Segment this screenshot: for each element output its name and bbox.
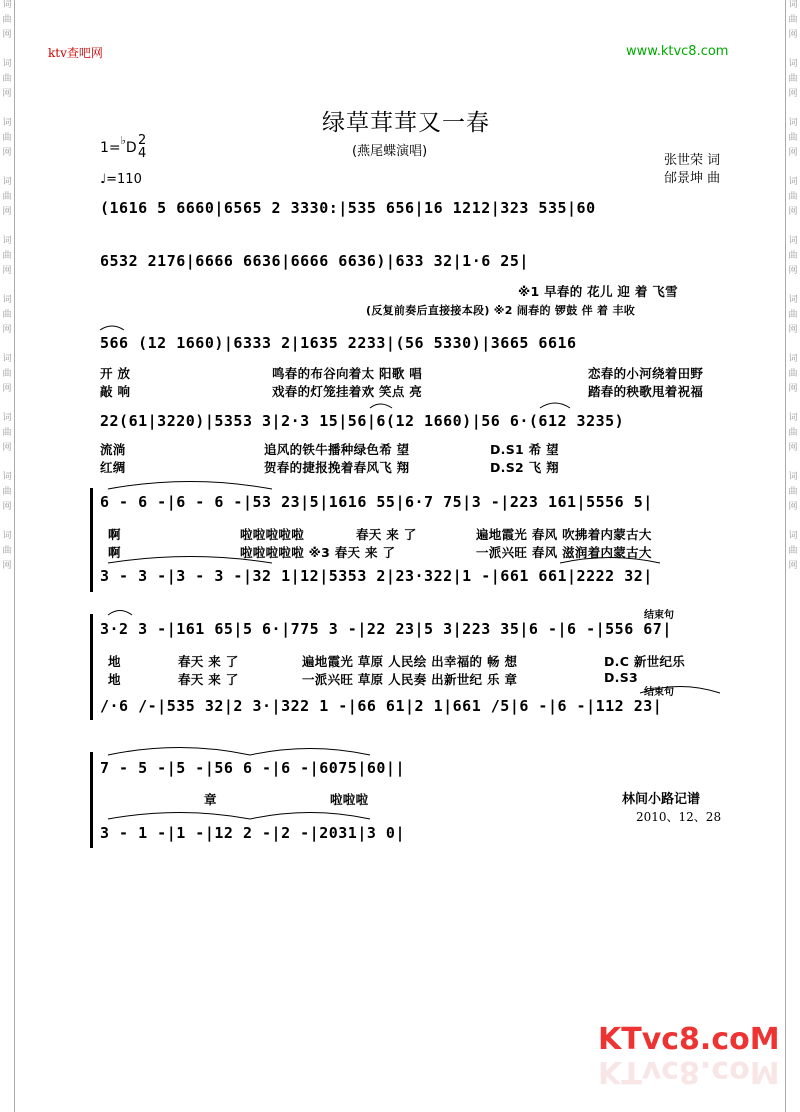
- margin-watermark-char: 词: [2, 59, 12, 69]
- margin-watermark-char: 词: [788, 0, 798, 10]
- tie-arc: [108, 748, 250, 756]
- margin-watermark-char: 曲: [788, 15, 798, 25]
- song-title: 绿草茸茸又一春: [322, 110, 490, 136]
- composer-credit: 邰景坤 曲: [664, 171, 721, 186]
- notation-line: 7 - 5 -|5 -|56 6 -|6 -|6075|60||: [100, 759, 405, 777]
- margin-watermark-char: 网: [788, 207, 798, 217]
- lyric-line: D.S3: [604, 670, 639, 685]
- lyric-line: 踏春的秧歌甩着祝福: [588, 384, 704, 399]
- notation-line: /·6 /-|535 32|2 3·|322 1 -|66 61|2 1|661 /5|6 -|6 -|112 23|: [100, 697, 663, 715]
- tie-arc: [108, 813, 250, 820]
- lyric-line: 鸣春的布谷向着太 阳歌 唱: [272, 366, 423, 381]
- margin-watermark-char: 曲: [788, 310, 798, 320]
- tie-arc: [108, 557, 272, 564]
- margin-watermark-char: 词: [788, 413, 798, 423]
- tie-arc: [108, 611, 132, 616]
- margin-watermark-char: 曲: [2, 487, 12, 497]
- margin-watermark-char: 曲: [2, 428, 12, 438]
- margin-watermark-char: 网: [2, 384, 12, 394]
- margin-watermark-char: 网: [788, 266, 798, 276]
- lyric-line: D.C 新世纪乐: [604, 654, 686, 669]
- lyric-line: 遍地霞光 春风 吹拂着内蒙古大: [476, 527, 652, 542]
- lyric-line: 红绸: [100, 460, 126, 475]
- margin-watermark-char: 曲: [2, 15, 12, 25]
- margin-watermark-char: 网: [788, 502, 798, 512]
- margin-watermark-char: 网: [2, 502, 12, 512]
- margin-watermark-char: 网: [2, 561, 12, 571]
- transcription-date: 2010、12、28: [636, 810, 722, 824]
- margin-watermark-char: 曲: [2, 251, 12, 261]
- time-top: 2: [138, 133, 147, 148]
- margin-watermark-char: 曲: [2, 192, 12, 202]
- lyric-line: 章: [204, 792, 217, 807]
- tie-arc: [100, 326, 124, 330]
- margin-watermark-char: 网: [2, 325, 12, 335]
- lyric-line: D.S1 希 望: [490, 442, 559, 457]
- lyric-line: 啦啦啦啦啦 ※3 春天 来 了: [240, 545, 396, 560]
- margin-watermark-char: 词: [2, 177, 12, 187]
- margin-watermark-char: 网: [2, 89, 12, 99]
- site-url-right: www.ktvc8.com: [626, 44, 729, 59]
- tie-arc: [540, 403, 570, 408]
- site-logo-reflection: KTvc8.coM: [598, 1054, 780, 1089]
- margin-watermark-char: 词: [2, 531, 12, 541]
- margin-watermark-char: 曲: [2, 133, 12, 143]
- lyric-line: 一派兴旺 春风 滋润着内蒙古大: [476, 545, 652, 560]
- lyric-line: 流淌: [100, 442, 126, 457]
- margin-watermark-char: 网: [788, 89, 798, 99]
- end-phrase-label: 结束句: [644, 687, 674, 698]
- margin-watermark-char: 曲: [788, 428, 798, 438]
- key-letter: D: [125, 140, 137, 156]
- margin-watermark-char: 网: [2, 207, 12, 217]
- margin-watermark-char: 曲: [2, 546, 12, 556]
- lyricist-credit: 张世荣 词: [664, 153, 721, 168]
- margin-watermark-char: 词: [788, 236, 798, 246]
- lyric-line: D.S2 飞 翔: [490, 460, 559, 475]
- lyric-line: 开 放: [100, 366, 131, 381]
- margin-watermark-char: 词: [788, 354, 798, 364]
- margin-watermark-char: 网: [2, 30, 12, 40]
- end-phrase-label: 结束句: [644, 610, 674, 621]
- margin-watermark-char: 词: [2, 472, 12, 482]
- notation-line: 6532 2176|6666 6636|6666 6636)|633 32|1·6 25|: [100, 252, 529, 270]
- margin-watermark-char: 网: [2, 266, 12, 276]
- notation-line: 3 - 1 -|1 -|12 2 -|2 -|2031|3 0|: [100, 824, 405, 842]
- margin-watermark-char: 词: [788, 118, 798, 128]
- margin-watermark-char: 曲: [788, 251, 798, 261]
- lyric-line: 春天 来 了: [356, 527, 417, 542]
- lyric-line: 啦啦啦啦啦: [240, 527, 305, 542]
- margin-watermark-char: 曲: [2, 310, 12, 320]
- lyric-line: 遍地霞光 草原 人民绘 出幸福的 畅 想: [302, 654, 518, 669]
- margin-watermark-char: 词: [2, 236, 12, 246]
- tie-arc: [250, 749, 370, 756]
- margin-watermark-char: 网: [788, 561, 798, 571]
- time-bottom: 4: [138, 146, 147, 161]
- margin-watermark-char: 网: [788, 325, 798, 335]
- lyric-line: 戏春的灯笼挂着欢 笑点 亮: [272, 384, 423, 399]
- margin-watermark-char: 词: [788, 295, 798, 305]
- notation-line: 3 - 3 -|3 - 3 -|32 1|12|5353 2|23·322|1 -|661 661|2222 32|: [100, 567, 653, 585]
- margin-watermark-char: 曲: [788, 192, 798, 202]
- margin-watermark-char: 曲: [2, 369, 12, 379]
- lyric-line: 春天 来 了: [178, 654, 239, 669]
- lyric-line: ※1 早春的 花儿 迎 着 飞雪: [518, 284, 678, 299]
- margin-watermark-char: 曲: [788, 74, 798, 84]
- notation-line: 3·2 3 -|161 65|5 6·|775 3 -|22 23|5 3|223 35|6 -|6 -|556 67|: [100, 620, 672, 638]
- margin-watermark-char: 网: [2, 148, 12, 158]
- margin-watermark-char: 词: [788, 531, 798, 541]
- site-name-left: ktv查吧网: [48, 46, 103, 60]
- margin-watermark-char: 曲: [788, 487, 798, 497]
- lyric-line: (反复前奏后直接接本段) ※2 闹春的 锣鼓 伴 着 丰收: [366, 304, 636, 317]
- margin-watermark-char: 词: [2, 295, 12, 305]
- margin-watermark-char: 词: [2, 413, 12, 423]
- lyric-line: 恋春的小河绕着田野: [588, 366, 704, 381]
- margin-watermark-char: 曲: [2, 74, 12, 84]
- tie-arc: [370, 404, 392, 408]
- transcriber-credit: 林间小路记谱: [622, 792, 701, 807]
- site-logo: KTvc8.coM: [598, 1022, 780, 1057]
- lyric-line: 啦啦啦: [330, 792, 369, 807]
- notation-line: 22(61|3220)|5353 3|2·3 15|56|6(12 1660)|56 6·(612 3235): [100, 412, 625, 430]
- margin-watermark-char: 网: [2, 443, 12, 453]
- tie-arc: [560, 558, 660, 564]
- margin-watermark-char: 网: [788, 30, 798, 40]
- key-prefix: 1=: [100, 140, 121, 156]
- lyric-line: 啊: [108, 527, 121, 542]
- margin-watermark-char: 曲: [788, 546, 798, 556]
- margin-watermark-char: 网: [788, 443, 798, 453]
- lyric-line: 地: [108, 654, 121, 669]
- lyric-line: 追风的铁牛播种绿色希 望: [264, 442, 410, 457]
- margin-watermark-char: 词: [788, 472, 798, 482]
- margin-watermark-char: 词: [2, 118, 12, 128]
- lyric-line: 敲 响: [100, 384, 131, 399]
- tempo-marking: ♩=110: [100, 172, 142, 187]
- lyric-line: 地: [108, 672, 121, 687]
- lyric-line: 一派兴旺 草原 人民奏 出新世纪 乐 章: [302, 672, 518, 687]
- notation-line: 6 - 6 -|6 - 6 -|53 23|5|1616 55|6·7 75|3 -|223 161|5556 5|: [100, 493, 653, 511]
- lyric-line: 啊: [108, 545, 121, 560]
- margin-watermark-char: 词: [2, 0, 12, 10]
- margin-watermark-char: 曲: [788, 369, 798, 379]
- notation-line: 566 (12 1660)|6333 2|1635 2233|(56 5330)|3665 6616: [100, 334, 577, 352]
- margin-watermark-char: 词: [788, 59, 798, 69]
- tie-arc: [640, 687, 720, 694]
- lyric-line: 春天 来 了: [178, 672, 239, 687]
- tie-arc: [250, 813, 370, 820]
- flat-symbol: ♭: [120, 134, 126, 147]
- margin-watermark-char: 网: [788, 384, 798, 394]
- margin-watermark-char: 曲: [788, 133, 798, 143]
- margin-watermark-char: 网: [788, 148, 798, 158]
- lyric-line: 贺春的捷报挽着春风飞 翔: [264, 460, 410, 475]
- tie-arc: [108, 482, 272, 490]
- margin-watermark-char: 词: [788, 177, 798, 187]
- margin-watermark-char: 词: [2, 354, 12, 364]
- notation-line: (1616 5 6660|6565 2 3330:|535 656|16 1212|323 535|60: [100, 199, 596, 217]
- song-subtitle: (燕尾蝶演唱): [352, 144, 428, 159]
